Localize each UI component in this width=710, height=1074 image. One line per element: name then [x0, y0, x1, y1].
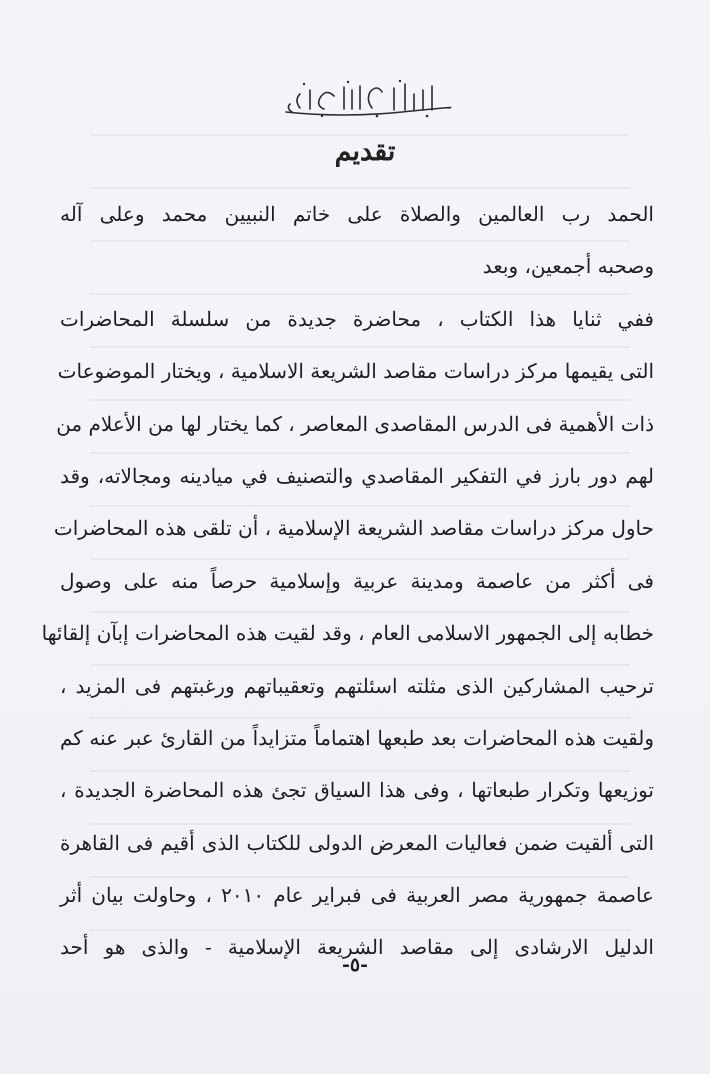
- text-line: حاول مركز دراسات مقاصد الشريعة الإسلامية ، أن تلقى هذه المحاضرات: [53, 516, 654, 541]
- text-line: التى يقيمها مركز دراسات مقاصد الشريعة الاسلامية ، ويختار الموضوعات: [57, 359, 654, 384]
- text-line: خطابه إلى الجمهور الاسلامى العام ، وقد لقيت هذه المحاضرات إبآن إلقائها: [41, 621, 654, 646]
- text-line: فى أكثر من عاصمة ومدينة عربية وإسلامية حرصاً منه على وصول: [60, 568, 654, 593]
- text-line: التى ألقيت ضمن فعاليات المعرض الدولى للكتاب الذى أقيم فى القاهرة: [60, 830, 654, 855]
- text-line: عاصمة جمهورية مصر العربية فى فبراير عام ٢٠١٠ ، وحاولت بيان أثر: [60, 883, 654, 908]
- text-line: وصحبه أجمعين، وبعد: [482, 254, 654, 279]
- text-line: ولقيت هذه المحاضرات بعد طبعها اهتماماً متزايداً من القارئ عبر عنه كم: [60, 725, 654, 750]
- text-line: الدليل الارشادى إلى مقاصد الشريعة الإسلامية - والذى هو أحد: [60, 935, 654, 960]
- body-text: [41, 188, 654, 974]
- text-line: لهم دور بارز في التفكير المقاصدي والتصنيف في ميادينه ومجالاته، وقد: [60, 463, 654, 488]
- text-line: الحمد رب العالمين والصلاة على خاتم النبيين محمد وعلى آله: [60, 202, 654, 226]
- text-line: ففي ثنايا هذا الكتاب ، محاضرة جديدة من سلسلة المحاضرات: [60, 306, 654, 331]
- page-number: -٥-: [342, 954, 368, 976]
- text-line: ترحيب المشاركين الذى مثلته اسئلتهم وتعقيباتهم ورغبتهم فى المزيد ،: [60, 673, 654, 698]
- basmala-calligraphy: [282, 78, 452, 122]
- text-line: ذات الأهمية فى الدرس المقاصدى المعاصر ، كما يختار لها من الأعلام من: [56, 411, 654, 436]
- page-title: تقديم: [334, 136, 396, 167]
- text-line: توزيعها وتكرار طبعاتها ، وفى هذا السياق تجئ هذه المحاضرة الجديدة ،: [60, 778, 654, 803]
